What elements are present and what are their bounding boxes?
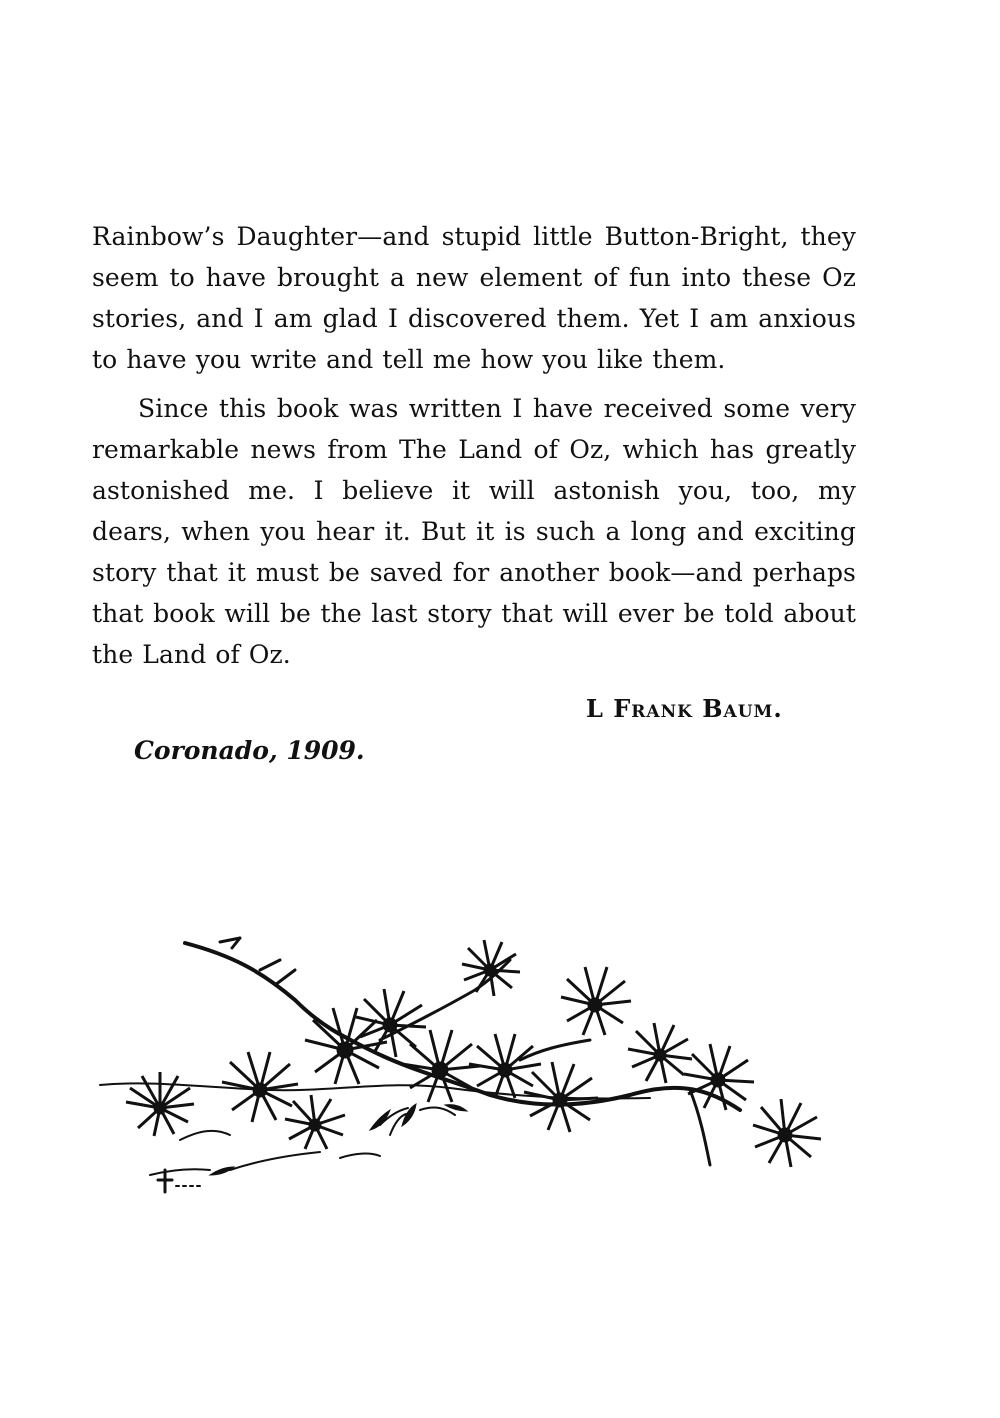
flowers-and-branch-icon (90, 930, 830, 1205)
author-signature: L Frank Baum. (586, 694, 783, 723)
letter-body (92, 216, 856, 675)
paragraph-2: Since this book was written I have received some very remarkable news from The Land of Oz, which has greatly astonished me. I believe it will astonish you, too, my dears, when you hear it. But it is such a long and exciting story that it must be saved for another book—and perhaps that book will be the last story that will ever be told about the Land of Oz. (92, 394, 856, 669)
paragraph-1: Rainbow’s Daughter—and stupid little Button-Bright, they seem to have brought a new element of fun into these Oz stories, and I am glad I discovered them. Yet I am anxious to have you write and tell me how you like them. (92, 222, 856, 374)
dateline: Coronado, 1909. (134, 736, 365, 765)
